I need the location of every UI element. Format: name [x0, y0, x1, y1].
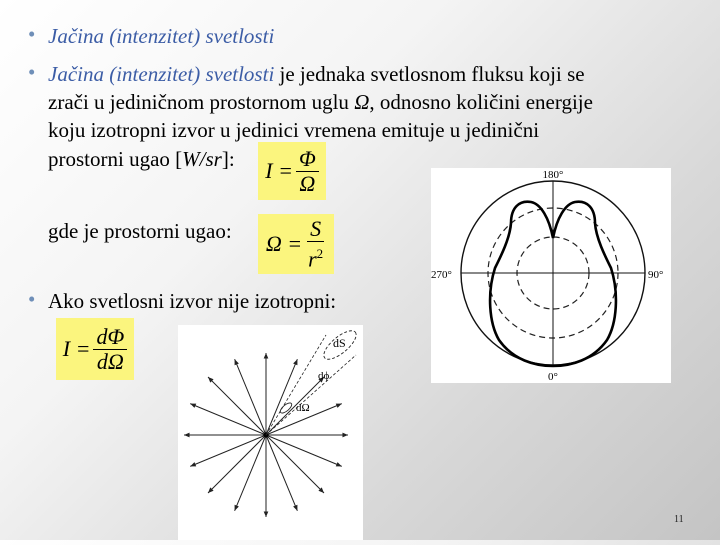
- ray-diagram-svg: [178, 325, 363, 540]
- bullet-2-line-4: [48, 145, 235, 173]
- bullet-2-text: zrači u jediničnom prostornom uglu: [48, 90, 355, 114]
- ray-arrowhead: [190, 404, 196, 408]
- ray-arrowhead: [190, 462, 196, 466]
- ray-line: [266, 377, 324, 435]
- angle-label-top: 180°: [542, 169, 564, 181]
- dOmega-ellipse: [279, 401, 294, 415]
- denominator-exponent: 2: [316, 245, 324, 261]
- polar-diagram-svg: [431, 168, 671, 383]
- angle-label-right: 90°: [648, 269, 664, 281]
- unit-label: W/sr: [182, 147, 222, 171]
- bullet-2-text: ]:: [221, 147, 235, 171]
- ray-arrowhead: [293, 505, 297, 511]
- polar-diagram: [431, 168, 671, 383]
- formula-intensity-differential: [56, 318, 134, 380]
- ray-arrowhead: [235, 359, 239, 365]
- bullet-2-text: je jednaka svetlosnom fluksu koji se: [274, 62, 585, 86]
- fraction-denominator: [305, 242, 326, 271]
- denominator-base: r: [308, 246, 317, 272]
- fraction: [305, 217, 326, 271]
- cone-edge-left: [266, 335, 326, 435]
- formula-lhs: I =: [265, 158, 293, 183]
- solid-angle-label: gde je prostorni ugao:: [48, 219, 232, 243]
- bullet-dot: •: [28, 22, 36, 46]
- label-dphi: dϕ: [318, 370, 330, 382]
- bullet-1-title: Jačina (intenzitet) svetlosti: [48, 24, 275, 48]
- bullet-2-text: , odnosno količini energije: [369, 90, 593, 114]
- bullet-dot: •: [28, 287, 36, 311]
- ray-arrowhead: [184, 433, 190, 438]
- ray-arrowhead: [293, 359, 297, 365]
- bullet-2-line-2: [48, 88, 593, 116]
- page-number: 11: [674, 514, 684, 525]
- formula-solid-angle: [258, 214, 334, 274]
- fraction-numerator: S: [307, 217, 324, 242]
- ray-line: [208, 377, 266, 435]
- fraction-numerator: Φ: [296, 147, 319, 172]
- fraction: [296, 147, 319, 196]
- fraction: [93, 325, 127, 374]
- ray-arrowhead: [336, 404, 342, 408]
- ray-line: [266, 435, 324, 493]
- ray-line: [208, 435, 266, 493]
- ray-arrowhead: [342, 433, 348, 438]
- formula-lhs: I =: [62, 336, 91, 361]
- ray-arrowhead: [264, 353, 269, 359]
- bullet-3-text: Ako svetlosni izvor nije izotropni:: [48, 289, 337, 313]
- fraction-denominator: Ω: [299, 170, 316, 196]
- cone-edge-right: [266, 355, 356, 435]
- angle-label-bottom: 0°: [548, 371, 558, 383]
- bullet-2-line-1: [48, 60, 585, 88]
- omega-symbol: Ω: [354, 90, 370, 114]
- ray-arrowhead: [235, 505, 239, 511]
- bullet-2-text: prostorni ugao [: [48, 147, 183, 171]
- label-dS: dS: [333, 336, 346, 350]
- formula-intensity: [258, 142, 326, 200]
- ray-arrowhead: [336, 462, 342, 466]
- bullet-dot: •: [28, 60, 36, 84]
- bullet-2-line-3: koju izotropni izvor u jedinici vremena emituje u jedinični: [48, 118, 540, 142]
- fraction-numerator: dΦ: [93, 325, 127, 350]
- formula-lhs: Ω =: [265, 231, 303, 256]
- label-dOmega: dΩ: [296, 402, 310, 414]
- ray-arrowhead: [264, 511, 269, 517]
- bullet-2-title: Jačina (intenzitet) svetlosti: [48, 62, 275, 86]
- fraction-denominator: dΩ: [96, 348, 124, 374]
- angle-label-left: 270°: [431, 269, 452, 281]
- ray-diagram: [178, 325, 363, 540]
